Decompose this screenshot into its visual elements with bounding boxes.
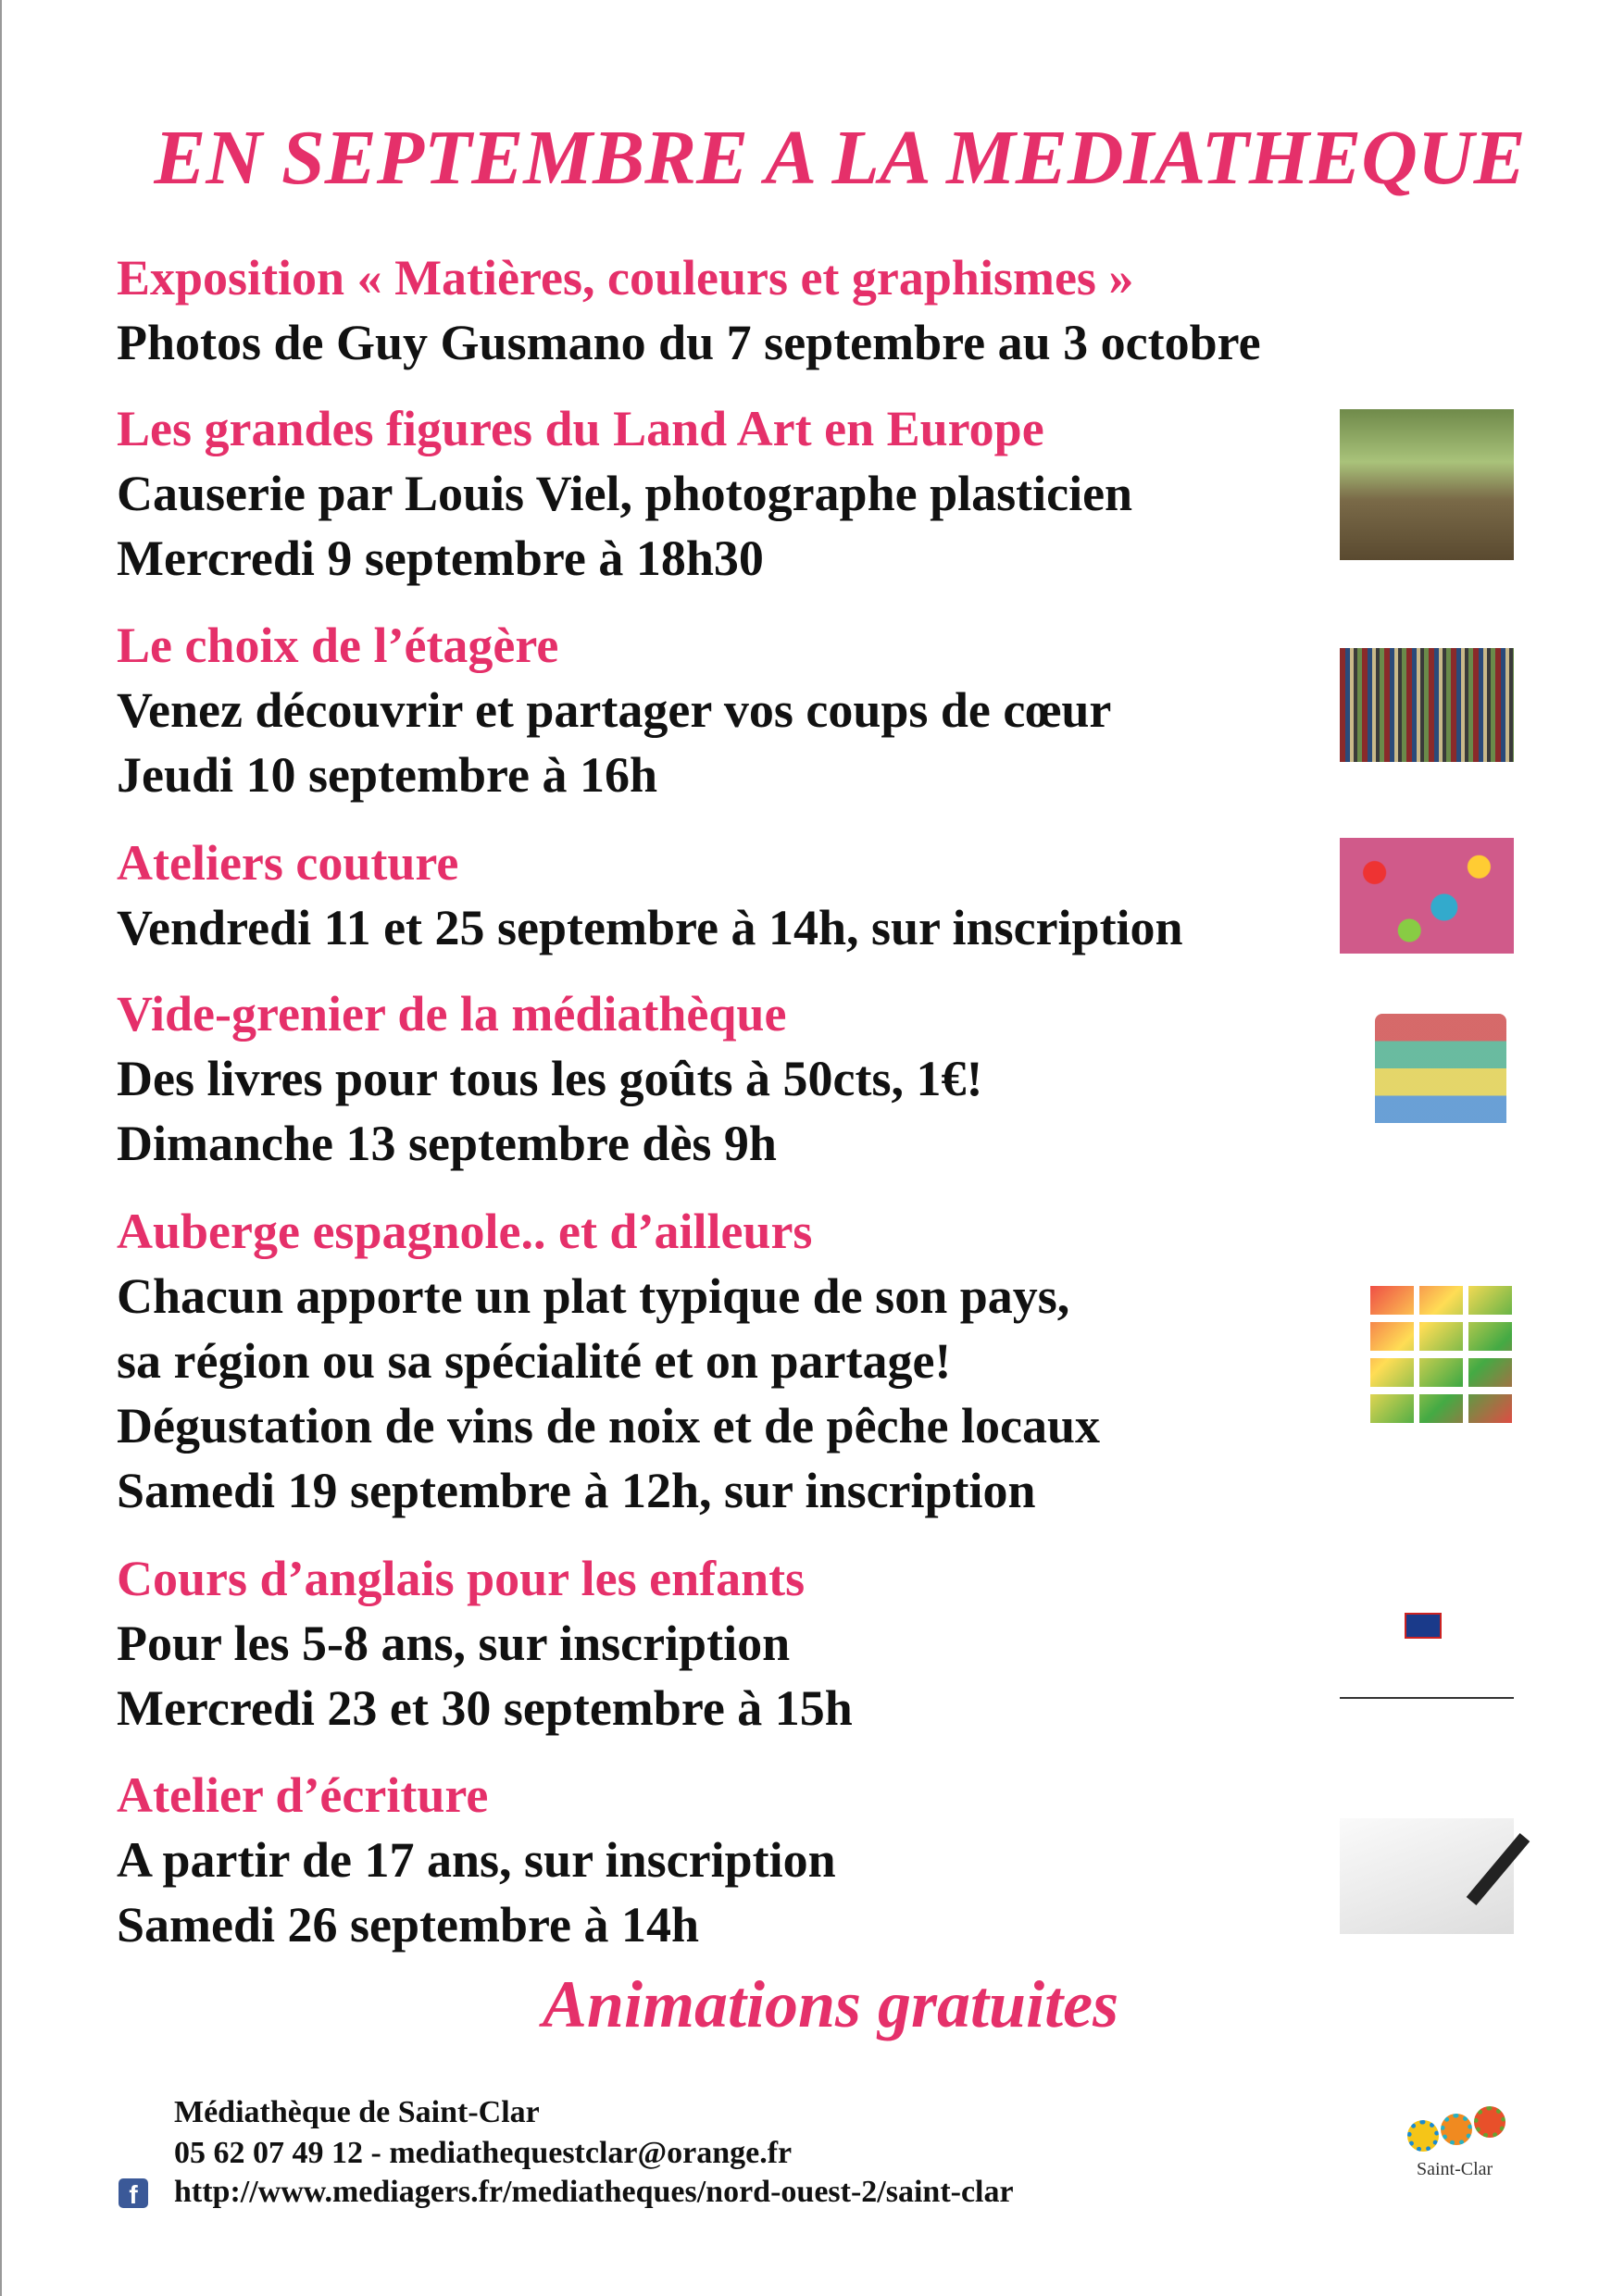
pen-writing-photo [1340, 1818, 1514, 1934]
event-heading: Atelier d’écriture [117, 1767, 489, 1823]
event-line: Samedi 26 septembre à 14h [117, 1897, 699, 1953]
event-heading: Vide-grenier de la médiathèque [117, 986, 787, 1042]
page-title: EN SEPTEMBRE A LA MEDIATHEQUE [154, 115, 1526, 201]
event-line: Dimanche 13 septembre dès 9h [117, 1116, 777, 1171]
event-line: Jeudi 10 septembre à 16h [117, 747, 658, 803]
event-heading: Ateliers couture [117, 835, 459, 891]
event-line: Photos de Guy Gusmano du 7 septembre au 3 octobre [117, 315, 1261, 370]
event-line: Dégustation de vins de noix et de pêche locaux [117, 1398, 1101, 1454]
buttons-photo [1340, 838, 1514, 954]
event-line: Samedi 19 septembre à 12h, sur inscription [117, 1463, 1036, 1518]
bookshelf-photo [1340, 648, 1514, 762]
tagline: Animations gratuites [542, 1967, 1119, 2041]
english-kids-drawing [1340, 1609, 1514, 1699]
event-ecriture [117, 1763, 836, 1957]
event-line: Des livres pour tous les goûts à 50cts, 1€! [117, 1051, 983, 1106]
event-line: sa région ou sa spécialité et on partage! [117, 1333, 952, 1389]
event-auberge [117, 1199, 1100, 1523]
event-anglais [117, 1546, 853, 1741]
event-couture [117, 830, 1183, 960]
event-vide-grenier [117, 981, 983, 1176]
flags-food-photo [1365, 1284, 1514, 1430]
event-land-art [117, 396, 1132, 591]
event-heading: Le choix de l’étagère [117, 618, 559, 673]
event-heading: Exposition « Matières, couleurs et graphismes » [117, 250, 1134, 306]
event-line: Mercredi 9 septembre à 18h30 [117, 530, 764, 586]
event-line: Vendredi 11 et 25 septembre à 14h, sur inscription [117, 900, 1183, 955]
event-heading: Auberge espagnole.. et d’ailleurs [117, 1204, 813, 1259]
footer-url[interactable]: http://www.mediagers.fr/mediatheques/nord-ouest-2/saint-clar [174, 2175, 1014, 2209]
land-art-photo [1340, 409, 1514, 560]
event-etagere [117, 613, 1111, 807]
saint-clar-logo [1407, 2106, 1514, 2157]
uk-flag-icon [1405, 1613, 1442, 1639]
event-line: Mercredi 23 et 30 septembre à 15h [117, 1680, 853, 1736]
footer-contact[interactable]: 05 62 07 49 12 - mediathequestclar@orange.fr [174, 2136, 793, 2170]
footer-name: Médiathèque de Saint-Clar [174, 2095, 540, 2129]
event-line: Chacun apporte un plat typique de son pays, [117, 1268, 1070, 1324]
logo-text: Saint-Clar [1417, 2159, 1493, 2179]
books-stack-cartoon [1375, 1014, 1506, 1196]
event-heading: Les grandes figures du Land Art en Europe [117, 401, 1044, 456]
event-heading: Cours d’anglais pour les enfants [117, 1551, 806, 1606]
facebook-icon[interactable]: f [119, 2178, 148, 2208]
event-line: Causerie par Louis Viel, photographe plasticien [117, 466, 1133, 521]
event-line: Pour les 5-8 ans, sur inscription [117, 1616, 791, 1671]
event-line: Venez découvrir et partager vos coups de cœur [117, 682, 1112, 738]
page-edge [0, 0, 2, 2296]
event-exposition [117, 245, 1261, 375]
pen-icon [1467, 1833, 1530, 1905]
event-line: A partir de 17 ans, sur inscription [117, 1832, 836, 1888]
